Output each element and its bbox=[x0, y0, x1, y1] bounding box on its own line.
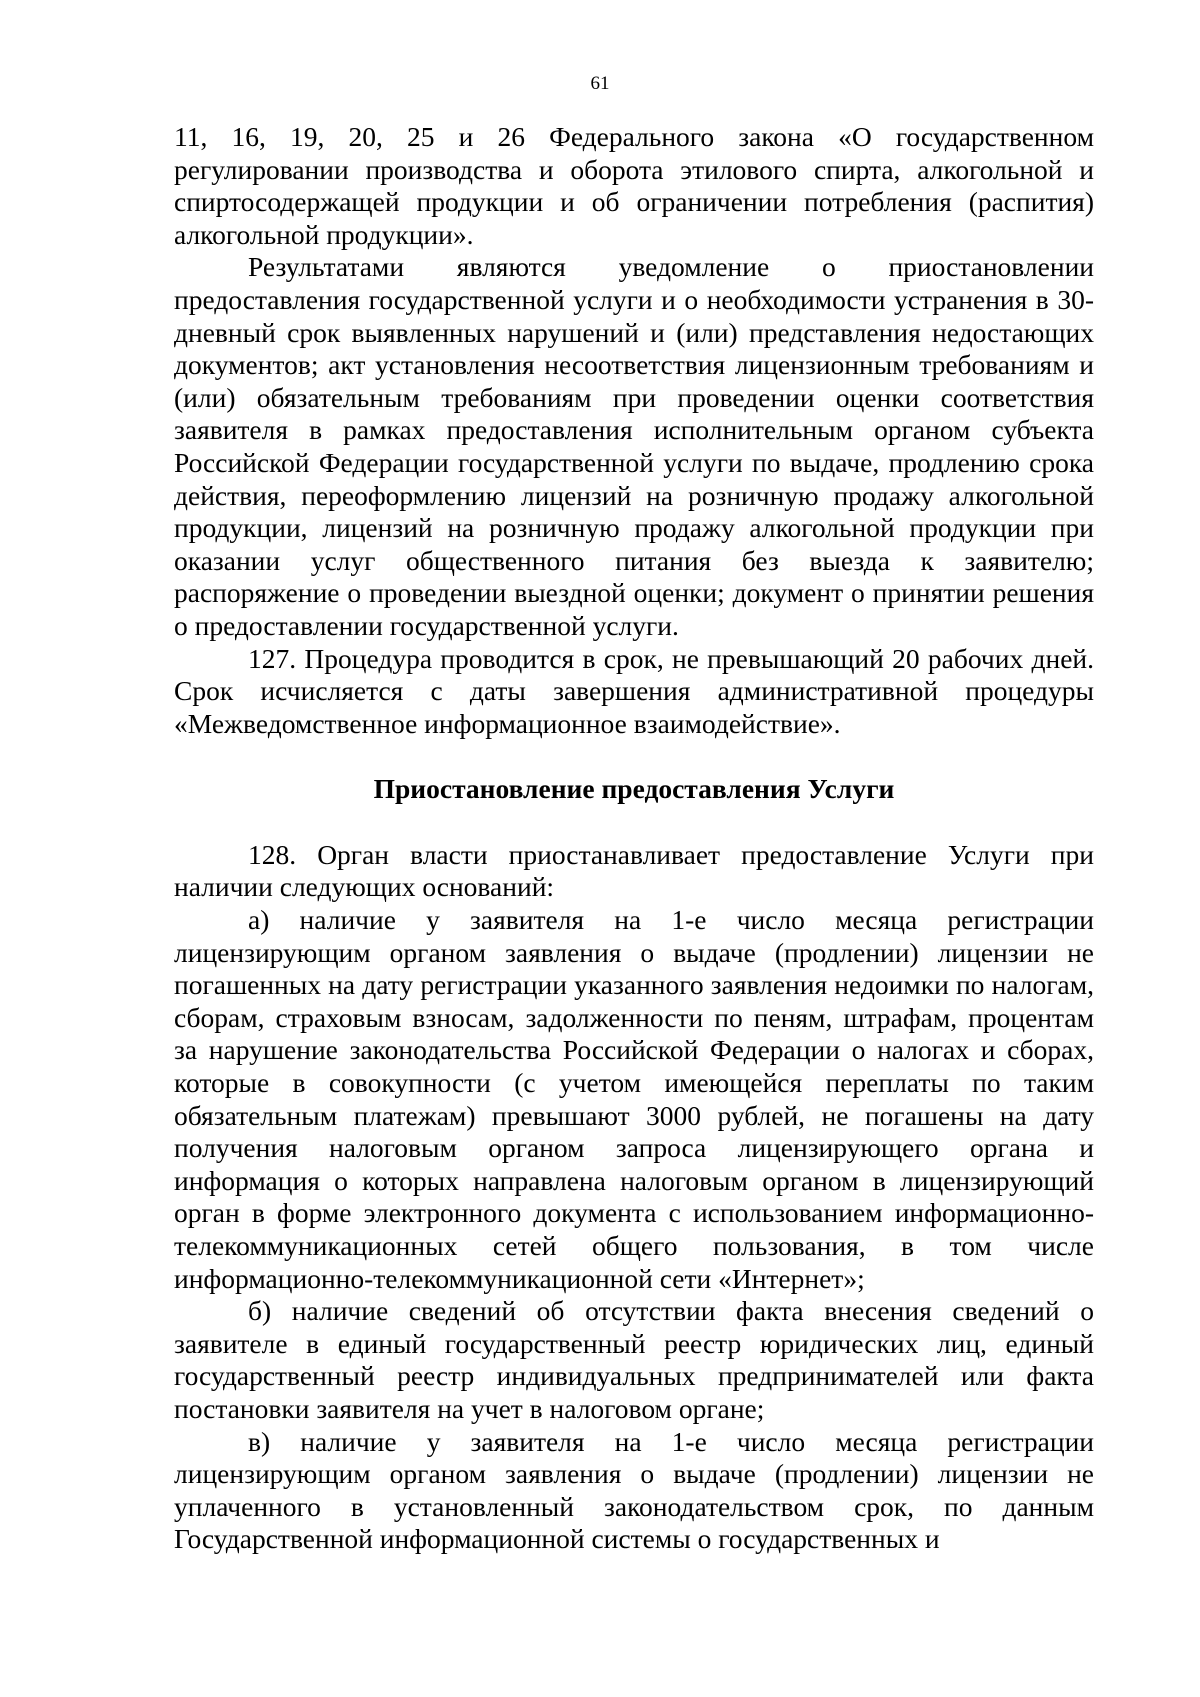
paragraph-128-item-v: в) наличие у заявителя на 1-е число месяца регистрации лицензирующим органом заявления о выдаче (продлении) лицензии не уплаченного в установленный законодательством срок, по данным Государственной информационной системы о государственных и bbox=[174, 1425, 1094, 1555]
page-number: 61 bbox=[590, 73, 610, 94]
section-heading: Приостановление предоставления Услуги bbox=[373, 773, 895, 805]
paragraph-results: Результатами являются уведомление о приостановлении предоставления государственной услуги и о необходимости устранения в 30-дневный срок выявленных нарушений и (или) представления недостающих документов; акт установления несоответствия лицензионным требованиям и (или) обязательным требованиям при проведении оценки соответствия заявителя в рамках предоставления исполнительным органом субъекта Российской Федерации государственной услуги по выдаче, продлению срока действия, переоформлению лицензий на розничную продажу алкогольной продукции, лицензий на розничную продажу алкогольной продукции при оказании услуг общественного питания без выезда к заявителю; распоряжение о проведении выездной оценки; документ о принятии решения о предоставлении государственной услуги. bbox=[174, 251, 1094, 641]
paragraph-128-item-a: а) наличие у заявителя на 1-е число месяца регистрации лицензирующим органом заявления о выдаче (продлении) лицензии не погашенных на дату регистрации указанного заявления недоимки по налогам, сборам, страховым взносам, задолженности по пеням, штрафам, процентам за нарушение законодательства Российской Федерации о налогах и сборах, которые в совокупности (с учетом имеющейся переплаты по таким обязательным платежам) превышают 3000 рублей, не погашены на дату получения налоговым органом запроса лицензирующего органа и информация о которых направлена налоговым органом в лицензирующий орган в форме электронного документа с использованием информационно-телекоммуникационных сетей общего пользования, в том числе информационно-телекоммуникационной сети «Интернет»; bbox=[174, 904, 1094, 1294]
paragraph-128-item-b: б) наличие сведений об отсутствии факта внесения сведений о заявителе в единый государственный реестр юридических лиц, единый государственный реестр индивидуальных предпринимателей или факта постановки заявителя на учет в налоговом органе; bbox=[174, 1295, 1094, 1424]
paragraph-127: 127. Процедура проводится в срок, не превышающий 20 рабочих дней. Срок исчисляется с даты завершения административной процедуры «Межведомственное информационное взаимодействие». bbox=[174, 642, 1094, 739]
paragraph-law-reference-continuation: 11, 16, 19, 20, 25 и 26 Федерального закона «О государственном регулировании производства и оборота этилового спирта, алкогольной и спиртосодержащей продукции и об ограничении потребления (распития) алкогольной продукции». bbox=[174, 121, 1094, 250]
document-body bbox=[174, 121, 1094, 1556]
paragraph-128: 128. Орган власти приостанавливает предоставление Услуги при наличии следующих оснований: bbox=[174, 838, 1094, 903]
